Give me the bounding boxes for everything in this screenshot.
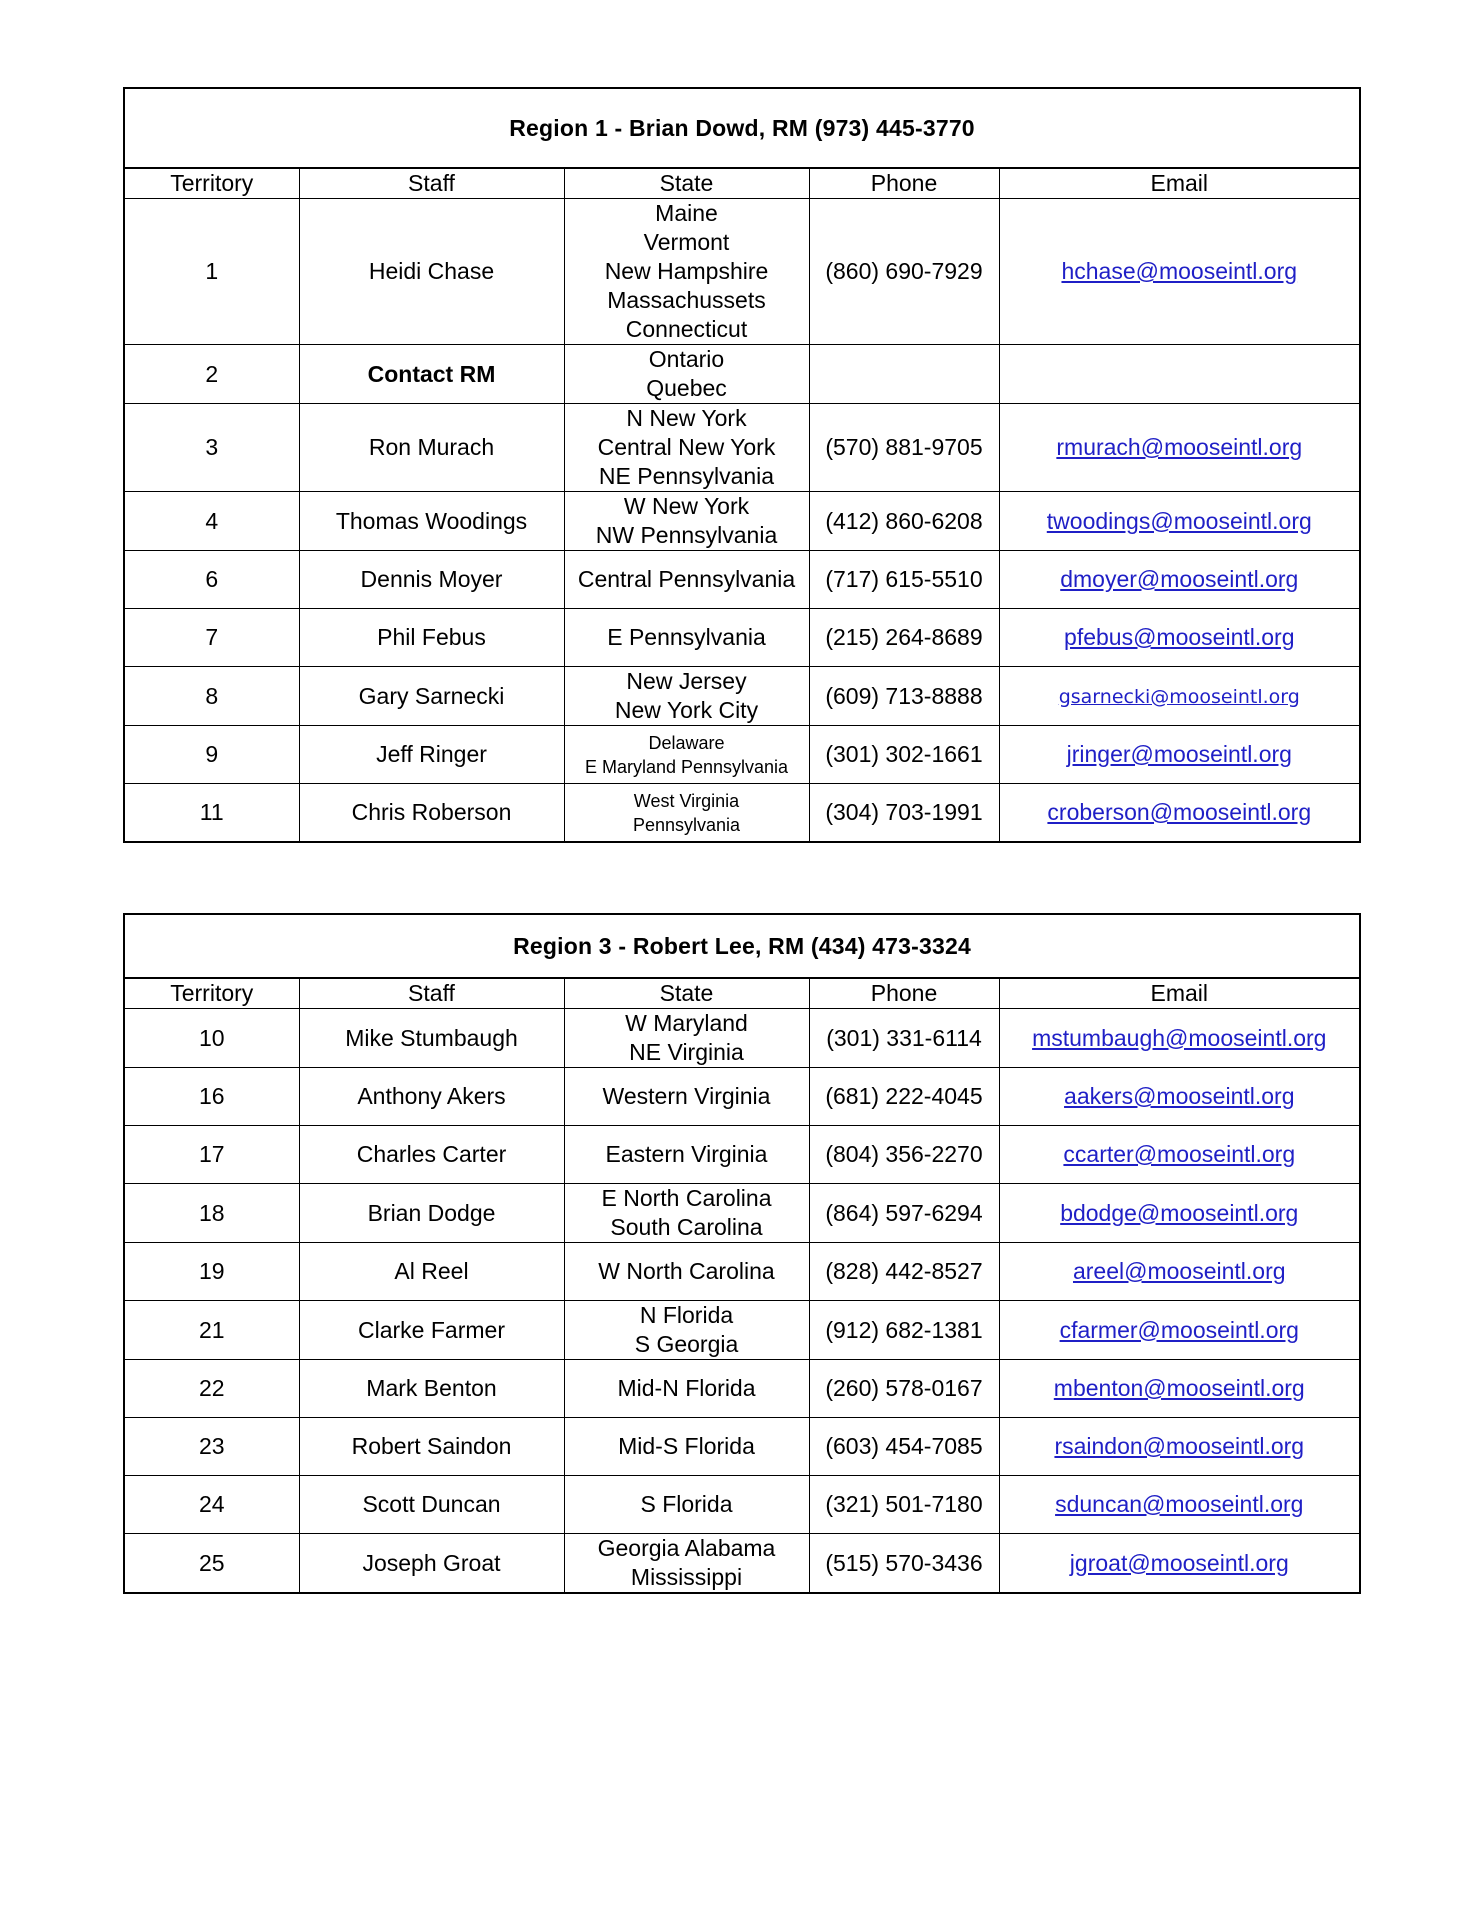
email-link[interactable]: jringer@mooseintl.org: [1066, 741, 1292, 767]
column-header-territory: Territory: [124, 168, 299, 199]
state-line: Western Virginia: [602, 1083, 771, 1109]
state-line: Massachussets: [607, 287, 766, 313]
table-row: [124, 551, 1360, 609]
email-cell: [999, 551, 1360, 609]
state-line: Delaware: [648, 732, 725, 753]
email-cell: [999, 609, 1360, 667]
phone-cell: (828) 442-8527: [809, 1243, 999, 1301]
state-line: Ontario: [648, 346, 725, 372]
phone-cell: (301) 302-1661: [809, 726, 999, 784]
state-cell: [564, 551, 809, 609]
state-line: Vermont: [643, 229, 730, 255]
state-line: Pennsylvania: [632, 814, 741, 835]
state-line: E Pennsylvania: [607, 624, 766, 650]
column-header-email: Email: [999, 168, 1360, 199]
territory-cell: 19: [124, 1243, 299, 1301]
email-link[interactable]: jgroat@mooseintl.org: [1069, 1549, 1289, 1576]
state-cell: [564, 784, 809, 843]
staff-cell: Mark Benton: [299, 1360, 564, 1418]
email-link[interactable]: mbenton@mooseintl.org: [1053, 1375, 1305, 1401]
state-line: New York City: [614, 697, 759, 723]
territory-cell: 24: [124, 1476, 299, 1534]
table-row: [124, 1126, 1360, 1184]
table-row: [124, 667, 1360, 726]
territory-cell: 3: [124, 404, 299, 492]
phone-cell: (570) 881-9705: [809, 404, 999, 492]
phone-cell: (860) 690-7929: [809, 199, 999, 345]
staff-cell: Phil Febus: [299, 609, 564, 667]
territory-cell: 10: [124, 1009, 299, 1068]
email-link[interactable]: areel@mooseintl.org: [1072, 1258, 1286, 1284]
staff-cell: Clarke Farmer: [299, 1301, 564, 1360]
staff-cell: Jeff Ringer: [299, 726, 564, 784]
phone-cell: (412) 860-6208: [809, 492, 999, 551]
state-cell: [564, 1418, 809, 1476]
phone-cell: (321) 501-7180: [809, 1476, 999, 1534]
table-row: [124, 345, 1360, 404]
state-cell: [564, 1068, 809, 1126]
state-line: W New York: [623, 493, 750, 519]
table-row: [124, 1009, 1360, 1068]
email-cell: [999, 1476, 1360, 1534]
staff-cell: Al Reel: [299, 1243, 564, 1301]
email-link[interactable]: rmurach@mooseintl.org: [1056, 434, 1303, 460]
table-row: [124, 1476, 1360, 1534]
table-row: [124, 1243, 1360, 1301]
email-link[interactable]: bdodge@mooseintl.org: [1060, 1199, 1299, 1226]
email-link[interactable]: cfarmer@mooseintl.org: [1059, 1316, 1299, 1343]
territory-cell: 9: [124, 726, 299, 784]
state-line: N Florida: [639, 1302, 734, 1328]
region-title: Region 3 - Robert Lee, RM (434) 473-3324: [124, 914, 1360, 978]
state-line: NW Pennsylvania: [595, 522, 778, 548]
email-link[interactable]: hchase@mooseintl.org: [1061, 258, 1298, 284]
table-row: [124, 609, 1360, 667]
email-cell: [999, 404, 1360, 492]
territory-cell: 11: [124, 784, 299, 843]
territory-cell: 8: [124, 667, 299, 726]
table-row: [124, 404, 1360, 492]
phone-cell: (260) 578-0167: [809, 1360, 999, 1418]
state-cell: [564, 726, 809, 784]
phone-cell: (717) 615-5510: [809, 551, 999, 609]
column-header-staff: Staff: [299, 978, 564, 1009]
table-row: [124, 784, 1360, 843]
email-link[interactable]: aakers@mooseintl.org: [1064, 1083, 1295, 1109]
email-cell: [999, 1009, 1360, 1068]
state-cell: [564, 1009, 809, 1068]
state-line: Mid-S Florida: [618, 1433, 755, 1459]
phone-cell: (681) 222-4045: [809, 1068, 999, 1126]
email-link[interactable]: sduncan@mooseintl.org: [1055, 1491, 1304, 1517]
phone-cell: (515) 570-3436: [809, 1534, 999, 1594]
state-cell: [564, 1184, 809, 1243]
staff-cell: Brian Dodge: [299, 1184, 564, 1243]
state-line: S Florida: [640, 1491, 733, 1517]
email-cell: [999, 1126, 1360, 1184]
phone-cell: (215) 264-8689: [809, 609, 999, 667]
state-line: W North Carolina: [598, 1258, 775, 1284]
phone-cell: (864) 597-6294: [809, 1184, 999, 1243]
table-row: [124, 1184, 1360, 1243]
staff-cell: Joseph Groat: [299, 1534, 564, 1594]
staff-cell: Ron Murach: [299, 404, 564, 492]
state-cell: [564, 1476, 809, 1534]
state-line: N New York: [626, 405, 747, 431]
state-cell: [564, 1126, 809, 1184]
email-cell: [999, 1301, 1360, 1360]
state-line: Georgia Alabama: [597, 1535, 776, 1561]
state-line: West Virginia: [633, 790, 740, 811]
column-header-email: Email: [999, 978, 1360, 1009]
territory-cell: 2: [124, 345, 299, 404]
state-cell: [564, 609, 809, 667]
state-line: South Carolina: [610, 1214, 763, 1240]
table-row: [124, 726, 1360, 784]
phone-cell: (301) 331-6114: [809, 1009, 999, 1068]
state-cell: [564, 667, 809, 726]
email-cell: [999, 1243, 1360, 1301]
email-link[interactable]: mstumbaugh@mooseintl.org: [1032, 1024, 1327, 1051]
column-header-state: State: [564, 978, 809, 1009]
territory-cell: 4: [124, 492, 299, 551]
state-line: S Georgia: [634, 1331, 739, 1357]
staff-cell: Chris Roberson: [299, 784, 564, 843]
phone-cell: (304) 703-1991: [809, 784, 999, 843]
email-link[interactable]: ccarter@mooseintl.org: [1063, 1141, 1296, 1167]
email-cell: [999, 784, 1360, 843]
phone-cell: (804) 356-2270: [809, 1126, 999, 1184]
state-line: Mid-N Florida: [617, 1375, 756, 1401]
staff-cell: Charles Carter: [299, 1126, 564, 1184]
state-line: Central Pennsylvania: [577, 566, 796, 592]
table-row: [124, 492, 1360, 551]
email-link[interactable]: gsarnecki@mooseintl.org: [1058, 685, 1300, 708]
state-cell: [564, 492, 809, 551]
state-line: New Hampshire: [604, 258, 769, 284]
table-row: [124, 1068, 1360, 1126]
email-cell: [999, 345, 1360, 404]
state-line: Connecticut: [625, 316, 748, 342]
table-row: [124, 199, 1360, 345]
state-line: E North Carolina: [601, 1185, 772, 1211]
staff-cell: Scott Duncan: [299, 1476, 564, 1534]
email-cell: [999, 1360, 1360, 1418]
email-cell: [999, 726, 1360, 784]
territory-cell: 18: [124, 1184, 299, 1243]
territory-cell: 23: [124, 1418, 299, 1476]
territory-cell: 16: [124, 1068, 299, 1126]
state-cell: [564, 404, 809, 492]
state-line: Central New York: [597, 434, 776, 460]
region-1-table: [123, 87, 1361, 843]
column-header-state: State: [564, 168, 809, 199]
phone-cell: (912) 682-1381: [809, 1301, 999, 1360]
column-header-staff: Staff: [299, 168, 564, 199]
email-link[interactable]: pfebus@mooseintl.org: [1064, 624, 1295, 650]
staff-cell: Heidi Chase: [299, 199, 564, 345]
column-header-phone: Phone: [809, 168, 999, 199]
state-cell: [564, 1360, 809, 1418]
territory-cell: 6: [124, 551, 299, 609]
state-cell: [564, 1243, 809, 1301]
state-line: Eastern Virginia: [605, 1141, 768, 1167]
state-cell: [564, 1301, 809, 1360]
email-cell: [999, 1068, 1360, 1126]
state-cell: [564, 1534, 809, 1594]
territory-cell: 1: [124, 199, 299, 345]
territory-cell: 25: [124, 1534, 299, 1594]
state-line: New Jersey: [626, 668, 747, 694]
region-title: Region 1 - Brian Dowd, RM (973) 445-3770: [124, 88, 1360, 168]
staff-cell: Robert Saindon: [299, 1418, 564, 1476]
email-cell: [999, 1184, 1360, 1243]
state-line: NE Virginia: [629, 1039, 744, 1065]
email-link[interactable]: rsaindon@mooseintl.org: [1054, 1433, 1305, 1459]
email-link[interactable]: dmoyer@mooseintl.org: [1060, 566, 1299, 592]
email-cell: [999, 1534, 1360, 1594]
staff-cell: Gary Sarnecki: [299, 667, 564, 726]
column-header-territory: Territory: [124, 978, 299, 1009]
table-row: [124, 1534, 1360, 1594]
state-line: NE Pennsylvania: [598, 463, 775, 489]
state-cell: [564, 345, 809, 404]
staff-cell: Contact RM: [299, 345, 564, 404]
staff-cell: Anthony Akers: [299, 1068, 564, 1126]
state-line: W Maryland: [625, 1010, 748, 1036]
staff-cell: Thomas Woodings: [299, 492, 564, 551]
state-line: Maine: [655, 200, 718, 226]
territory-cell: 17: [124, 1126, 299, 1184]
email-link[interactable]: twoodings@mooseintl.org: [1046, 507, 1312, 534]
territory-cell: 21: [124, 1301, 299, 1360]
phone-cell: [809, 345, 999, 404]
table-row: [124, 1301, 1360, 1360]
state-line: E Maryland Pennsylvania: [584, 756, 789, 777]
email-cell: [999, 667, 1360, 726]
staff-cell: Dennis Moyer: [299, 551, 564, 609]
email-link[interactable]: croberson@mooseintl.org: [1047, 799, 1312, 825]
column-header-phone: Phone: [809, 978, 999, 1009]
table-row: [124, 1360, 1360, 1418]
state-line: Quebec: [646, 375, 727, 401]
email-cell: [999, 199, 1360, 345]
territory-cell: 7: [124, 609, 299, 667]
table-row: [124, 1418, 1360, 1476]
state-line: Mississippi: [630, 1564, 743, 1590]
territory-cell: 22: [124, 1360, 299, 1418]
region-3-table: [123, 913, 1361, 1594]
staff-cell: Mike Stumbaugh: [299, 1009, 564, 1068]
email-cell: [999, 1418, 1360, 1476]
state-cell: [564, 199, 809, 345]
phone-cell: (603) 454-7085: [809, 1418, 999, 1476]
email-cell: [999, 492, 1360, 551]
phone-cell: (609) 713-8888: [809, 667, 999, 726]
